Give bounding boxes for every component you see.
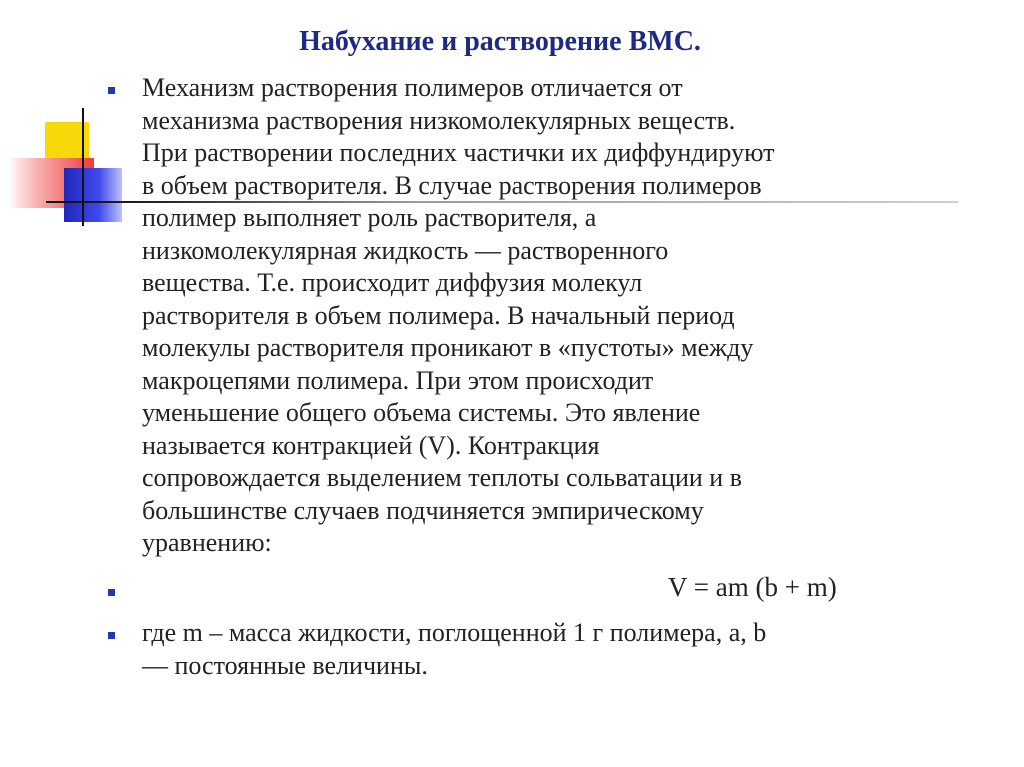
paragraph-line: вещества. Т.е. происходит диффузия молекул [142,268,643,297]
paragraph-line: уменьшение общего объема системы. Это явление [142,398,701,427]
paragraph-line: сопровождается выделением теплоты сольватации и в [142,463,742,492]
paragraph-line: При растворении последних частички их диффундируют [142,138,775,167]
bullet-icon [108,87,115,94]
paragraph-line: полимер выполняет роль растворителя, а [142,203,597,232]
paragraph-line: растворителя в объем полимера. В начальный период [142,300,735,330]
slide-title: Набухание и растворение ВМС. [299,26,701,57]
paragraph-line: низкомолекулярная жидкость — растворенного [142,235,669,265]
paragraph-line: механизма растворения низкомолекулярных веществ. [142,105,736,135]
paragraph-line: Механизм растворения полимеров отличается от [142,73,683,102]
formula: V = am (b + m) [668,572,837,602]
paragraph-line: где m – масса жидкости, поглощенной 1 г полимера, а, b [142,618,767,647]
paragraph-line: молекулы растворителя проникают в «пустоты» между [142,333,754,362]
definition-paragraph [142,617,1002,682]
bullet-icon [108,589,115,596]
paragraph-line: в объем растворителя. В случае растворения полимеров [142,170,762,200]
main-paragraph [142,72,1002,560]
paragraph-line: уравнению: [142,528,272,557]
bullet-icon [108,632,115,639]
vertical-line-decoration [82,108,84,226]
paragraph-line: называется контракцией (V). Контракция [142,430,600,460]
paragraph-line: большинстве случаев подчиняется эмпирическому [142,495,704,525]
blue-square-decoration [64,168,122,222]
paragraph-line: — постоянные величины. [142,650,428,680]
paragraph-line: макроцепями полимера. При этом происходит [142,365,654,395]
